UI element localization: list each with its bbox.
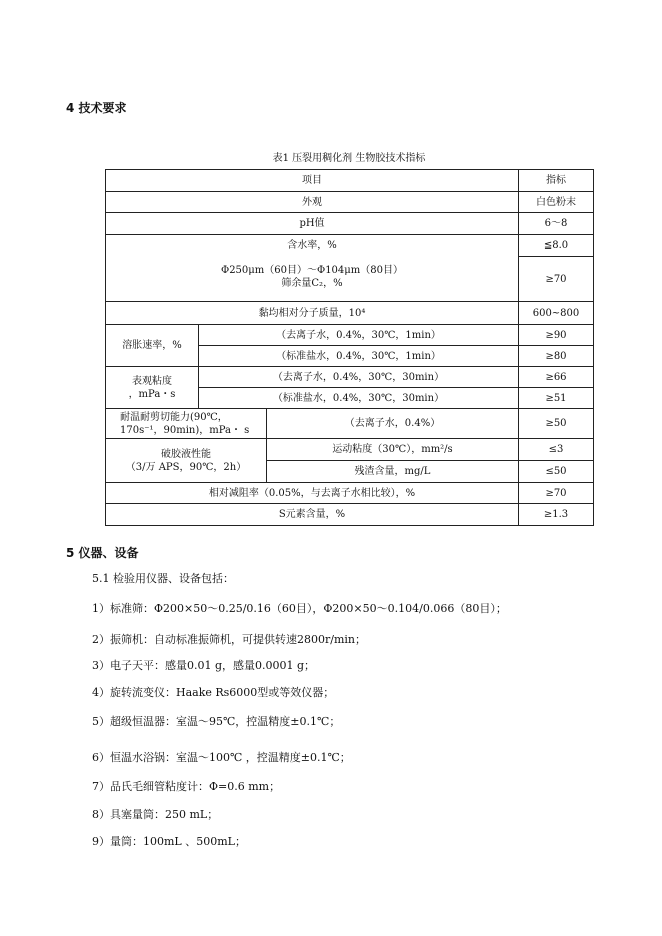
list-item: 3）电子天平：感量0.01 g，感量0.0001 g； [92,659,316,672]
row-sublabel: （去离子水，0.4%） [267,409,519,439]
list-item: 1）标准筛：Φ200×50～0.25/0.16（60目），Φ200×50～0.104/0.066（80目）； [92,602,507,615]
header-item: 项目 [106,170,519,192]
row-sublabel: 运动粘度（30℃），mm²/s [267,439,519,461]
table-row [106,302,594,325]
list-item: 6）恒温水浴锅：室温～100℃ ，控温精度±0.1℃； [92,751,351,764]
table-row [106,192,594,213]
row-value: ≥66 [519,367,594,388]
row-value: ≥90 [519,325,594,346]
table-row [106,235,594,257]
row-sublabel: 残渣含量，mg/L [267,461,519,483]
row-value: 6～8 [519,213,594,235]
list-item: 9）量筒：100mL 、500mL； [92,835,246,848]
row-value: 白色粉末 [519,192,594,213]
viscosity-label [106,367,199,409]
list-item: 2）振筛机：自动标准振筛机，可提供转速2800r/min； [92,633,366,646]
viscosity-label-line2: ，mPa・s [128,388,176,400]
row-sublabel: （去离子水，0.4%，30℃，1min） [199,325,519,346]
list-item: 4）旋转流变仪：Haake Rs6000型或等效仪器； [92,686,335,699]
row-value: ≥70 [519,483,594,504]
row-label: 黏均相对分子质量，10⁴ [106,302,519,325]
row-value: ≥70 [519,257,594,302]
table-row [106,325,594,346]
list-item: 5）超级恒温器：室温～95℃，控温精度±0.1℃； [92,715,341,728]
row-value: ≥50 [519,409,594,439]
shear-label-line1: 耐温耐剪切能力(90℃， [120,411,228,423]
gelbreak-label-line1: 破胶液性能 [161,448,211,460]
gelbreak-label-line2: （3/万 APS，90℃，2h） [125,461,247,473]
moisture-label: 含水率，% [287,240,337,251]
row-sublabel: （标准盐水，0.4%，30℃，30min） [199,388,519,409]
table-row [106,409,594,439]
spec-table [105,169,594,526]
row-value: ≦8.0 [519,235,594,257]
row-sublabel: （标准盐水，0.4%，30℃，1min） [199,346,519,367]
row-label: pH值 [106,213,519,235]
shear-label [106,409,267,439]
row-value: ≤3 [519,439,594,461]
row-value: 600~800 [519,302,594,325]
gelbreak-label [106,439,267,483]
row-value: ≥51 [519,388,594,409]
row-label [106,235,519,302]
header-index: 指标 [519,170,594,192]
table-row [106,367,594,388]
row-value: ≤50 [519,461,594,483]
row-value: ≥80 [519,346,594,367]
list-item: 5.1 检验用仪器、设备包括： [92,572,234,585]
shear-label-line2: 170s⁻¹，90min)，mPa・ s [120,424,250,436]
swelling-label: 溶胀速率，% [106,325,199,367]
row-value: ≥1.3 [519,504,594,526]
sieve-label-line2: 筛余量C₂，% [281,278,343,289]
sieve-label-line1: Φ250μm（60目）～Φ104μm（80目） [221,265,403,276]
table-row [106,213,594,235]
list-item: 7）品氏毛细管粘度计：Φ=0.6 mm； [92,780,281,793]
table-row [106,439,594,461]
section-4-heading: 4 技术要求 [66,101,127,115]
list-item: 8）具塞量筒：250 mL； [92,808,219,821]
table-header-row [106,170,594,192]
section-5-heading: 5 仪器、设备 [66,546,139,560]
row-label: 相对减阻率（0.05%，与去离子水相比较），% [106,483,519,504]
row-label: S元素含量，% [106,504,519,526]
table-caption: 表1 压裂用稠化剂 生物胶技术指标 [272,153,426,164]
table-row [106,483,594,504]
table-row [106,504,594,526]
row-label: 外观 [106,192,519,213]
row-sublabel: （去离子水，0.4%，30℃，30min） [199,367,519,388]
viscosity-label-line1: 表观粘度 [132,375,172,387]
